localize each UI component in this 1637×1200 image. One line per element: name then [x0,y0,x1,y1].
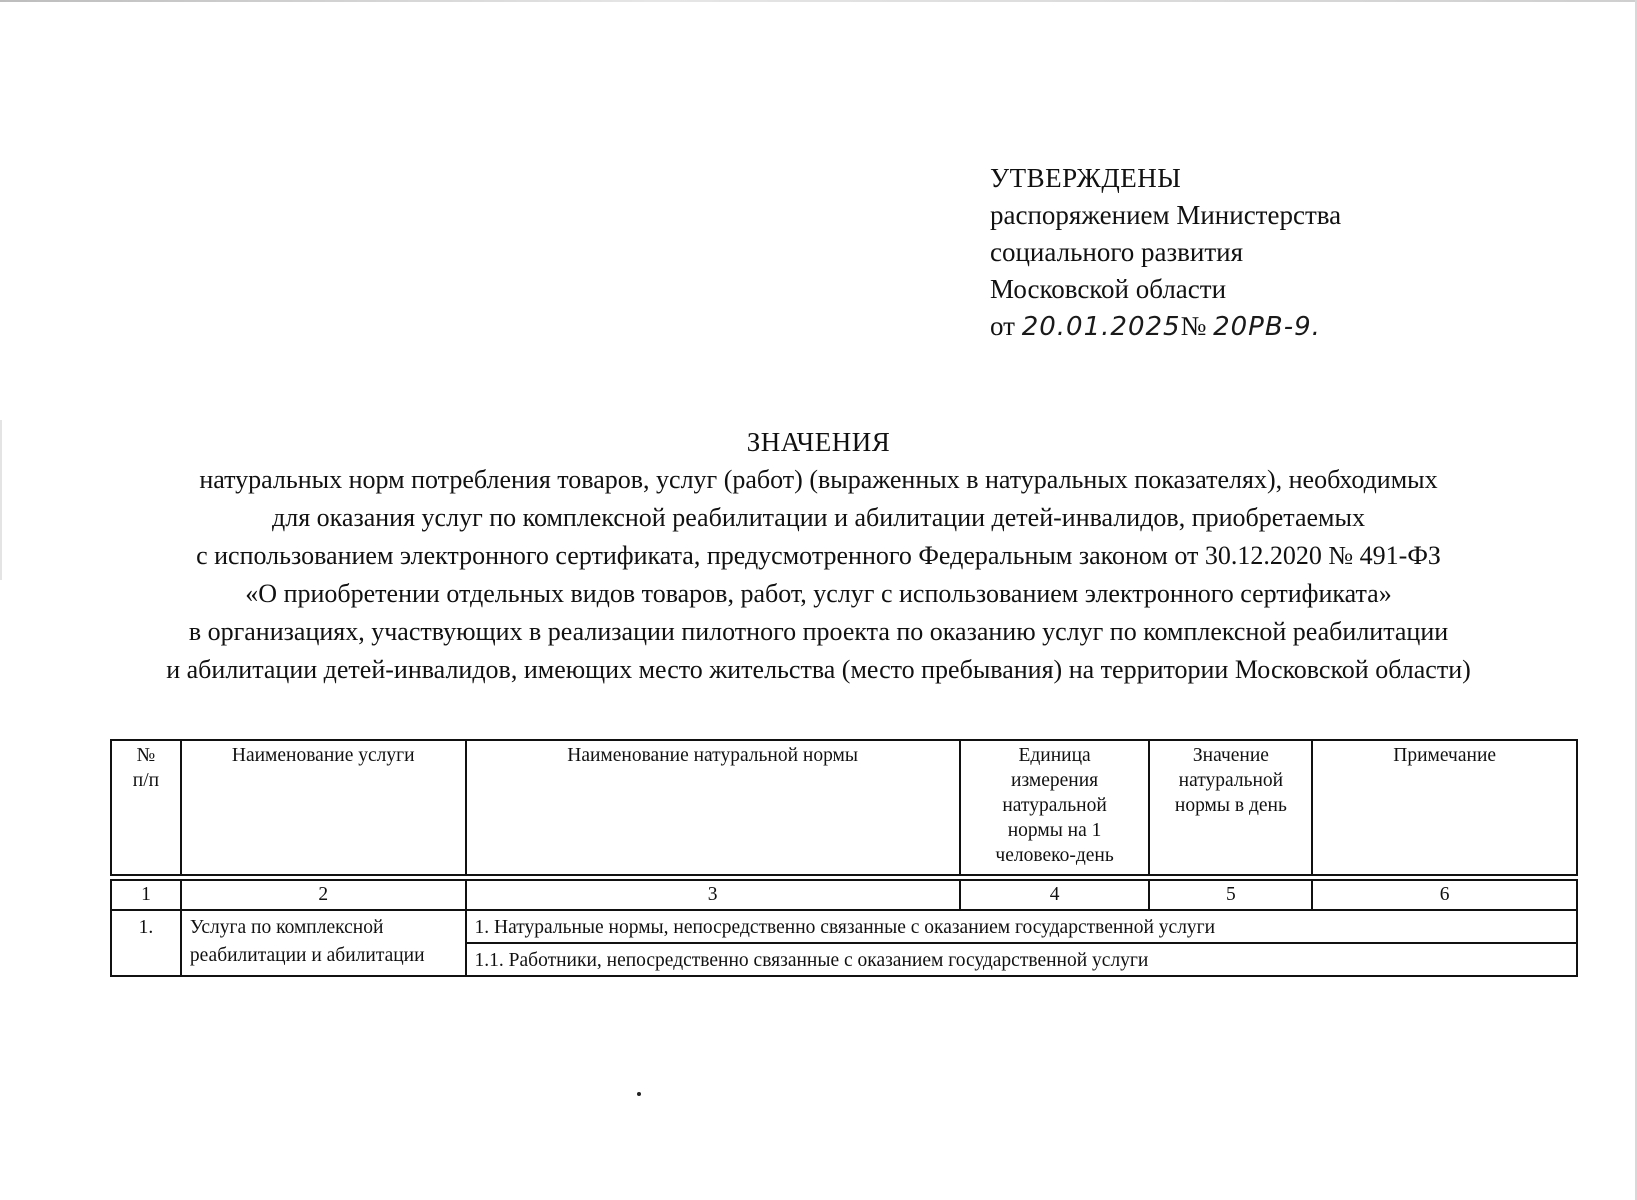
document-title-block [0,423,1637,689]
approval-date-line [990,308,1341,346]
section-heading-1-1: 1.1. Работники, непосредственно связанные с оказанием государственной услуги [466,943,1577,976]
scan-edge-top [0,0,1637,2]
header-number-line-2: п/п [132,770,160,791]
header-value-line: натуральной [1178,770,1284,791]
title-line-3: с использованием электронного сертификата, предусмотренного Федеральным законом от 30.12.2020 № 491-ФЗ [196,541,1441,570]
approval-line-2: социального развития [990,237,1244,267]
approval-date-prefix: от [990,311,1015,341]
header-value-line: нормы в день [1174,795,1287,816]
section-heading-1: 1. Натуральные нормы, непосредственно связанные с оказанием государственной услуги [466,910,1577,943]
row-number: 1. [111,910,181,976]
approval-block [990,160,1341,346]
header-value [1149,740,1312,875]
header-note: Примечание [1312,740,1577,875]
title-line-1: натуральных норм потребления товаров, услуг (работ) (выраженных в натуральных показателях), необходимых [199,465,1438,494]
header-number-line-1: № [136,745,156,766]
column-number: 4 [960,880,1150,910]
header-norm-name: Наименование натуральной нормы [466,740,960,875]
header-value-line: Значение [1192,745,1269,766]
norms-table [110,739,1578,977]
row-service-name [181,910,466,976]
header-number [111,740,181,875]
header-unit-line: измерения [1011,770,1099,791]
header-unit-line: нормы на 1 [1007,820,1102,841]
scan-dot [637,1092,641,1096]
approval-heading: УТВЕРЖДЕНЫ [990,163,1182,193]
row-service-line-1: Услуга по комплексной [189,917,384,938]
column-number: 5 [1149,880,1312,910]
table-header-row [111,740,1577,875]
column-number: 3 [466,880,960,910]
header-service: Наименование услуги [181,740,466,875]
title-line-4: «О приобретении отдельных видов товаров, работ, услуг с использованием электронного сертификата» [245,579,1392,608]
header-unit-line: натуральной [1002,795,1107,816]
approval-line-3: Московской области [990,274,1227,304]
header-unit-line: человеко-день [995,845,1114,866]
approval-line-1: распоряжением Министерства [990,200,1342,230]
document-title: ЗНАЧЕНИЯ [746,427,891,457]
title-line-2: для оказания услуг по комплексной реабилитации и абилитации детей-инвалидов, приобретаемых [272,503,1365,532]
column-number: 1 [111,880,181,910]
handwritten-date: 20.01.2025 [1021,312,1181,342]
row-service-line-2: реабилитации и абилитации [189,945,425,966]
column-number: 6 [1312,880,1577,910]
column-number-row [111,880,1577,910]
handwritten-number: 20РВ-9. [1213,312,1321,342]
column-number: 2 [181,880,466,910]
header-unit-line: Единица [1018,745,1091,766]
title-line-6: и абилитации детей-инвалидов, имеющих место жительства (место пребывания) на территории Московской области) [166,655,1471,684]
number-sign: № [1180,311,1207,341]
table-row [111,910,1577,943]
header-unit [960,740,1150,875]
title-line-5: в организациях, участвующих в реализации пилотного проекта по оказанию услуг по комплексной реабилитации [188,617,1449,646]
